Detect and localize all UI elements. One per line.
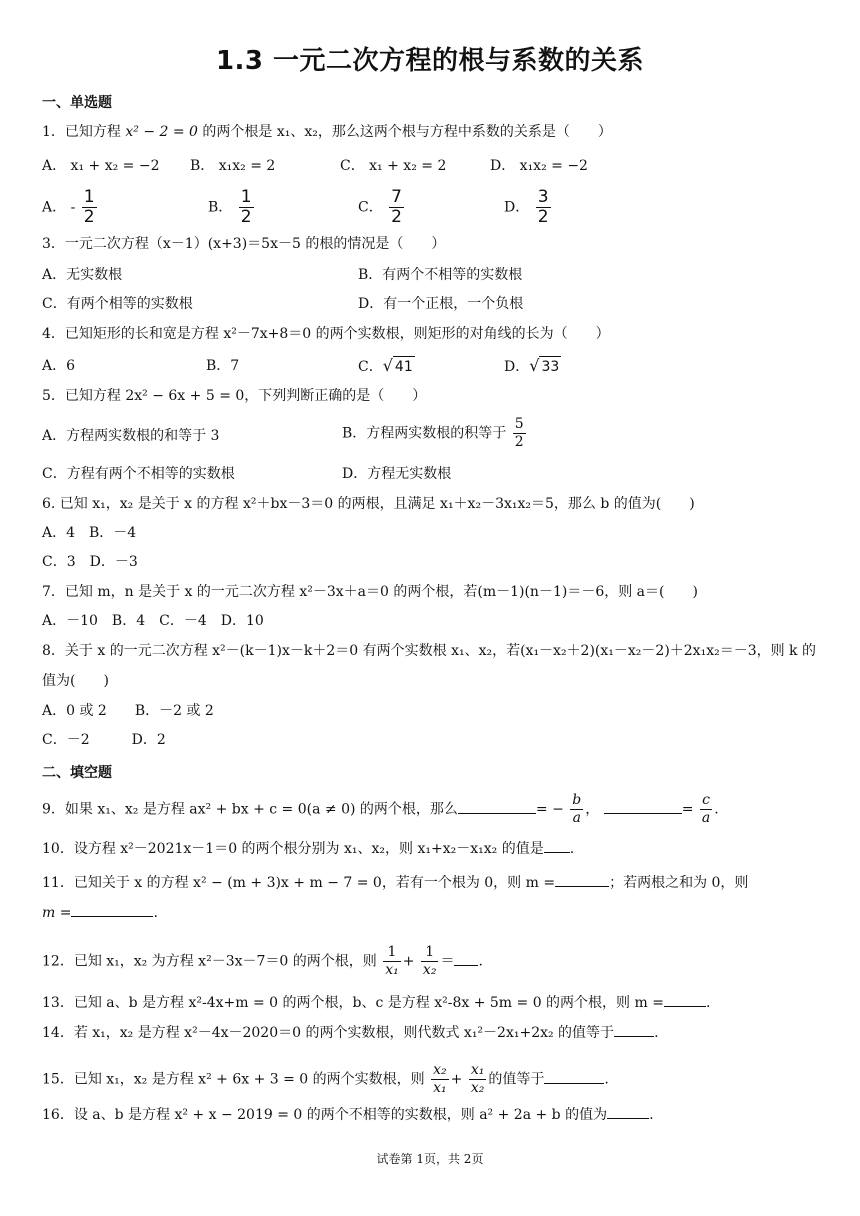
question-3-option-d[interactable]: D．有一个正根，一个负根 [358,296,524,312]
fraction: $\frac{\text{x₂}}{\text{x₁}}$ [433,1062,447,1096]
question-1-option-b[interactable]: B． x₁x₂ = 2 [190,158,276,174]
question-1-option-a[interactable]: A． x₁ + x₂ = −2 [42,158,160,174]
question-15: 15．已知 x₁，x₂ 是方程 x² + 6x + 3 = 0 的两个实数根，则 $\frac{\text{x₂}}{\text{x₁}}$ + $\frac{\text{x₁}}{\text{x₂}}$ 的值等于 . [42,1062,609,1096]
fraction: $\frac{1}{2}$ [83,187,95,227]
question-6-options-row-2[interactable]: C．3 D．－3 [42,554,138,570]
question-7-options[interactable]: A．－10 B．4 C．－4 D．10 [42,613,264,629]
fraction: $\frac{1}{\text{x₁}}$ [385,944,399,978]
question-4-option-c[interactable]: C．√ 41 [358,356,413,375]
answer-blank-9b[interactable] [604,799,682,814]
question-2-option-a[interactable]: A． - $\frac{1}{2}$ [42,187,95,227]
question-4-option-b[interactable]: B．7 [206,358,240,374]
question-1-option-c[interactable]: C． x₁ + x₂ = 2 [340,158,447,174]
fraction: $\frac{3}{2}$ [537,187,549,227]
question-1-option-d[interactable]: D． x₁x₂ = −2 [490,158,588,174]
answer-blank-15[interactable] [544,1069,604,1084]
question-4-option-d[interactable]: D．√ 33 [504,356,560,375]
section-heading-fill-blank: 二、填空题 [42,765,112,781]
fraction: $\frac{\text{x₁}}{\text{x₂}}$ [470,1062,485,1096]
question-5-stem: 5．已知方程 2x² − 6x + 5 = 0，下列判断正确的是（ ） [42,388,427,404]
question-5-option-c[interactable]: C．方程有两个不相等的实数根 [42,466,235,482]
question-2-option-b[interactable]: B． $\frac{1}{2}$ [208,187,252,227]
fraction: $\frac{1}{2}$ [240,187,252,227]
fraction: $\frac{1}{\text{x₂}}$ [422,944,437,978]
question-3-option-c[interactable]: C．有两个相等的实数根 [42,296,193,312]
answer-blank-12[interactable] [454,951,478,966]
question-5-option-d[interactable]: D．方程无实数根 [342,466,452,482]
sqrt-icon: √ [529,356,540,375]
question-11: 11．已知关于 x 的方程 x² − (m + 3)x + m − 7 = 0，若有一个根为 0，则 m = ；若两根之和为 0，则 [42,872,748,893]
question-7-stem: 7．已知 m，n 是关于 x 的一元二次方程 x²－3x＋a＝0 的两个根，若(m－1)(n－1)＝－6，则 a＝( ) [42,584,698,600]
question-6-options-row-1[interactable]: A．4 B．－4 [42,525,137,541]
fraction: $\frac{c}{a}$ [701,792,711,826]
question-4-stem: 4．已知矩形的长和宽是方程 x²－7x+8＝0 的两个实数根，则矩形的对角线的长为（ ） [42,326,610,342]
question-13: 13．已知 a、b 是方程 x²-4x+m = 0 的两个根，b、c 是方程 x²-8x + 5m = 0 的两个根，则 m = . [42,992,710,1013]
answer-blank-11b[interactable] [71,902,153,917]
answer-blank-14[interactable] [614,1022,654,1037]
question-10: 10．设方程 x²－2021x－1＝0 的两个根分别为 x₁、x₂，则 x₁+x₂－x₁x₂ 的值是 . [42,838,574,859]
answer-blank-9a[interactable] [458,799,536,814]
answer-blank-13[interactable] [664,992,706,1007]
question-8-options-row-1[interactable]: A．0 或 2 B．－2 或 2 [42,703,214,719]
answer-blank-16[interactable] [607,1104,649,1119]
question-11-continued: m = . [42,902,158,923]
question-3-option-a[interactable]: A．无实数根 [42,267,123,283]
page-title: 1.3 一元二次方程的根与系数的关系 [215,46,645,76]
fraction: $\frac{b}{a}$ [572,792,582,826]
question-8-stem: 8．关于 x 的一元二次方程 x²－(k－1)x－k＋2＝0 有两个实数根 x₁、x₂，若(x₁－x₂＋2)(x₁－x₂－2)＋2x₁x₂＝－3，则 k 的 [42,643,816,659]
question-2-option-c[interactable]: C． $\frac{7}{2}$ [358,187,402,227]
question-5-option-b[interactable]: B．方程两实数根的积等于 $\frac{5}{2}$ [342,416,524,450]
question-1-stem: 1．已知方程 x² − 2 = 0 的两个根是 x₁、x₂，那么这两个根与方程中系数的关系是（ ） [42,124,612,140]
question-12: 12．已知 x₁，x₂ 为方程 x²－3x－7＝0 的两个根，则 $\frac{1}{\text{x₁}}$ + $\frac{1}{\text{x₂}}$ ＝ . [42,944,483,978]
question-2-option-d[interactable]: D． $\frac{3}{2}$ [504,187,549,227]
question-8-options-row-2[interactable]: C．－2 D．2 [42,732,166,748]
answer-blank-11a[interactable] [555,872,609,887]
question-9: 9．如果 x₁、x₂ 是方程 ax² + bx + c = 0(a ≠ 0) 的两个根，那么 = − $\frac{b}{a}$ ， = $\frac{c}{a}$ . [42,792,719,826]
section-heading-single-choice: 一、单选题 [42,95,112,111]
question-3-option-b[interactable]: B．有两个不相等的实数根 [358,267,523,283]
sqrt-icon: √ [382,356,393,375]
question-6-stem: 6. 已知 x₁，x₂ 是关于 x 的方程 x²＋bx－3＝0 的两根，且满足 x₁＋x₂－3x₁x₂＝5，那么 b 的值为( ) [42,496,695,512]
question-14: 14．若 x₁，x₂ 是方程 x²－4x－2020＝0 的两个实数根，则代数式 x₁²－2x₁+2x₂ 的值等于 . [42,1022,659,1043]
minus-sign: - [70,199,76,216]
question-16: 16．设 a、b 是方程 x² + x − 2019 = 0 的两个不相等的实数根，则 a² + 2a + b 的值为 . [42,1104,654,1125]
question-5-option-a[interactable]: A．方程两实数根的和等于 3 [42,428,220,444]
answer-blank-10[interactable] [544,838,570,853]
question-8-stem-continued: 值为( ) [42,673,109,689]
fraction: $\frac{5}{2}$ [514,416,524,450]
fraction: $\frac{7}{2}$ [391,187,402,227]
question-3-stem: 3．一元二次方程（x－1）(x+3)＝5x－5 的根的情况是（ ） [42,236,446,252]
question-4-option-a[interactable]: A．6 [42,358,76,374]
page-footer: 试卷第 1页，共 2页 [376,1152,484,1166]
